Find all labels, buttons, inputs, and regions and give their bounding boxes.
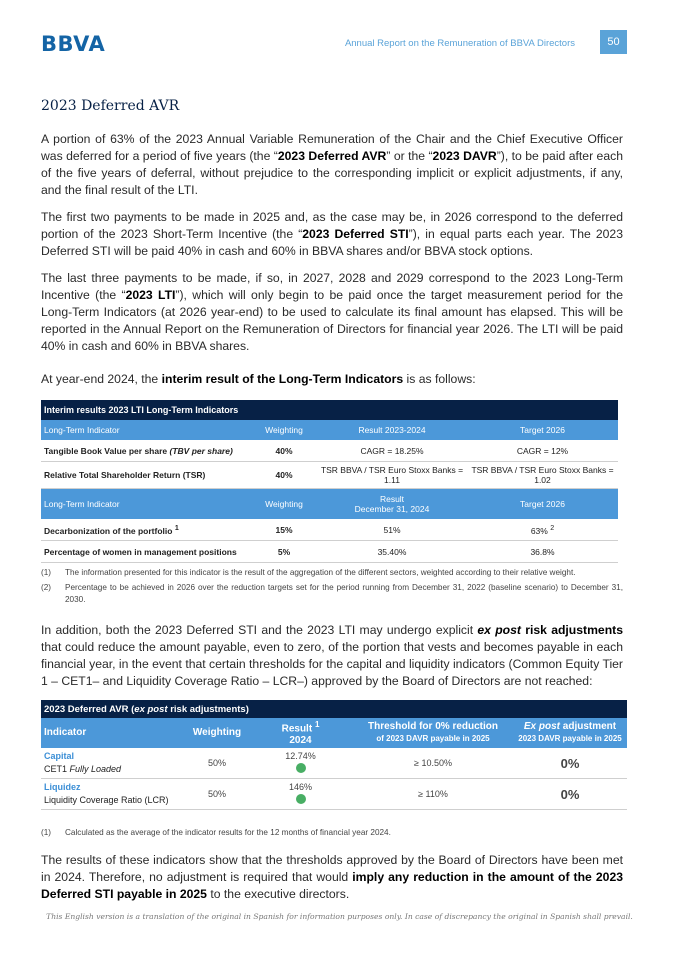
paragraph-risk-adjustments: In addition, both the 2023 Deferred STI and the 2023 LTI may undergo explicit ex post risk adjustments that could reduce the amount payable, even to zero, of the portion that vests and becomes payable in each financial year, in the event that certain thresholds for the capital and liquidity indicators (Common Equity Tier 1 – CET1– and Liquidity Coverage Ratio – LCR–) approved by the Board of Directors are not reached: xyxy=(41,623,623,688)
indicator-cell: Capital CET1 Fully Loaded xyxy=(41,748,186,779)
table-row xyxy=(41,779,627,810)
result-cell: 35.40% xyxy=(317,541,467,563)
column-header: Result 2023-2024 xyxy=(317,420,467,440)
indicator-cell: Tangible Book Value per share (TBV per share) xyxy=(41,440,251,462)
column-header: Ex post adjustment 2023 DAVR payable in 2025 xyxy=(513,718,627,748)
column-header: Indicator xyxy=(41,718,186,748)
target-cell: CAGR = 12% xyxy=(467,440,618,462)
table-header-row xyxy=(41,489,618,520)
bbva-logo: BBVA xyxy=(41,32,106,56)
paragraph-lti: The last three payments to be made, if so, in 2027, 2028 and 2029 correspond to the 2023 Long-Term Incentive (the “2023 LTI”), which will only begin to be paid once the target measurement period for the Long-Term Indicators (at 2026 year-end) to be used to calculate its final amount has elapsed. This will be reported in the Annual Report on the Remuneration of Directors for financial year 2026. The LTI will be paid 40% in cash and 60% in BBVA shares. xyxy=(41,271,623,353)
column-header: Weighting xyxy=(251,489,317,520)
result-cell: 12.74% xyxy=(248,748,353,779)
result-cell: 146% xyxy=(248,779,353,810)
table-row xyxy=(41,440,618,462)
table-title-row xyxy=(41,700,627,718)
weighting-cell: 15% xyxy=(251,519,317,541)
table-title: 2023 Deferred AVR (ex post risk adjustments) xyxy=(41,700,627,718)
ex-post-adjustments-table xyxy=(41,700,627,810)
paragraph-conclusion: The results of these indicators show that the thresholds approved by the Board of Directors have been met in 2024. Therefore, no adjustment is required that would imply any reduction in the amount of the 2023 Deferred STI payable in 2025 to the executive directors. xyxy=(41,853,623,901)
footnote: (1) Calculated as the average of the indicator results for the 12 months of financial year 2024. xyxy=(41,828,391,837)
table-row xyxy=(41,541,618,563)
threshold-cell: ≥ 10.50% xyxy=(353,748,513,779)
page-number: 50 xyxy=(600,30,627,54)
result-cell: TSR BBVA / TSR Euro Stoxx Banks = 1.11 xyxy=(317,462,467,489)
result-cell: 51% xyxy=(317,519,467,541)
weighting-cell: 40% xyxy=(251,440,317,462)
status-green-dot-icon xyxy=(296,794,306,804)
paragraph-interim-intro: At year-end 2024, the interim result of the Long-Term Indicators is as follows: xyxy=(41,372,476,386)
table-header-row xyxy=(41,718,627,748)
threshold-cell: ≥ 110% xyxy=(353,779,513,810)
column-header: Result $^1$ 2024 xyxy=(248,718,353,748)
weighting-cell: 50% xyxy=(186,748,248,779)
weighting-cell: 50% xyxy=(186,779,248,810)
document-title: Annual Report on the Remuneration of BBVA Directors xyxy=(344,38,575,49)
weighting-cell: 5% xyxy=(251,541,317,563)
indicator-cell: Relative Total Shareholder Return (TSR) xyxy=(41,462,251,489)
table1-footnotes xyxy=(41,567,623,609)
column-header: Long-Term Indicator xyxy=(41,489,251,520)
result-cell: CAGR = 18.25% xyxy=(317,440,467,462)
paragraph-deferred-avr: A portion of 63% of the 2023 Annual Variable Remuneration of the Chair and the Chief Executive Officer was deferred for a period of five years (the “2023 Deferred AVR” or the “2023 DAVR”), to be paid after each of the five years of deferral, without prejudice to the corresponding implicit or explicit adjustments, if any, and the final result of the LTI. xyxy=(41,132,623,197)
table-row xyxy=(41,462,618,489)
table-title: Interim results 2023 LTI Long-Term Indicators xyxy=(41,400,618,420)
adjustment-cell: 0% xyxy=(513,779,627,810)
column-header: Target 2026 xyxy=(467,420,618,440)
column-header: Weighting xyxy=(251,420,317,440)
indicator-cell: Percentage of women in management positions xyxy=(41,541,251,563)
adjustment-cell: 0% xyxy=(513,748,627,779)
paragraph-deferred-sti: The first two payments to be made in 2025 and, as the case may be, in 2026 correspond to the deferred portion of the 2023 Short-Term Incentive (the “2023 Deferred STI”), in equal parts each year. The 2023 Deferred STI will be paid 40% in cash and 60% in BBVA shares and/or BBVA stock options. xyxy=(41,210,623,258)
target-cell: 63% $^2$ xyxy=(467,519,618,541)
table-title-row xyxy=(41,400,618,420)
column-header: Long-Term Indicator xyxy=(41,420,251,440)
indicator-cell: Decarbonization of the portfolio $^1$ xyxy=(41,519,251,541)
section-title: 2023 Deferred AVR xyxy=(41,98,180,114)
column-header: Result December 31, 2024 xyxy=(317,489,467,520)
target-cell: TSR BBVA / TSR Euro Stoxx Banks = 1.02 xyxy=(467,462,618,489)
status-green-dot-icon xyxy=(296,763,306,773)
lti-indicators-table xyxy=(41,400,618,563)
column-header: Weighting xyxy=(186,718,248,748)
weighting-cell: 40% xyxy=(251,462,317,489)
footnote: (2) Percentage to be achieved in 2026 over the reduction targets set for the period running from December 31, 2022 (baseline scenario) to December 31, 2030. xyxy=(41,583,623,604)
column-header: Threshold for 0% reduction of 2023 DAVR payable in 2025 xyxy=(353,718,513,748)
target-cell: 36.8% xyxy=(467,541,618,563)
table-header-row xyxy=(41,420,618,440)
translation-disclaimer: This English version is a translation of the original in Spanish for information purposes only. In case of discrepancy the original in Spanish shall prevail. xyxy=(46,912,633,921)
footnote: (1) The information presented for this indicator is the result of the aggregation of the different sectors, weighted according to their relative weight. xyxy=(41,568,576,577)
table2-footnotes xyxy=(41,827,623,842)
table-row xyxy=(41,748,627,779)
indicator-cell: Liquidez Liquidity Coverage Ratio (LCR) xyxy=(41,779,186,810)
table-row xyxy=(41,519,618,541)
column-header: Target 2026 xyxy=(467,489,618,520)
page-header xyxy=(41,30,627,56)
